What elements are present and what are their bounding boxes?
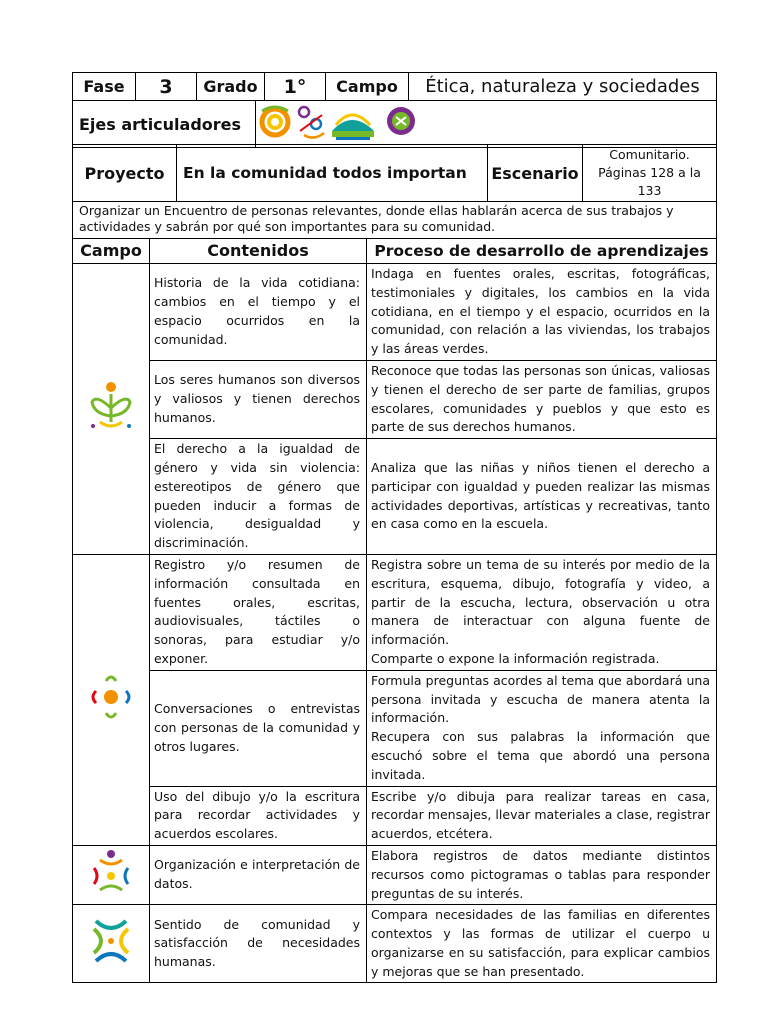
pensamiento-critico-icon — [299, 107, 324, 138]
fase-label: Fase — [73, 73, 136, 101]
proyecto-value: En la comunidad todos importan — [177, 145, 488, 202]
contenido-cell: Registro y/o resumen de información consultada en fuentes orales, escritas, audiovisuales, táctiles o sonoras, para estudiar y/o exponer. — [150, 554, 367, 670]
proceso-text: Registra sobre un tema de su interés por medio de la escritura, esquema, dibujo, fotografía y video, a partir de la escucha, lectura, observación u otra manera de interactuar con alguna fuente de información. — [371, 556, 710, 648]
col-header-campo: Campo — [73, 239, 150, 264]
proceso-cell: Indaga en fuentes orales, escritas, fotográficas, testimoniales y digitales, los cambios en la vida cotidiana, en el tiempo y el espacio, ocurridos en la comunidad, con relación a las viviendas, los trabajos y las áreas verdes. — [367, 264, 717, 361]
table-row — [73, 554, 717, 670]
proceso-cell — [367, 554, 717, 670]
campo-value: Ética, naturaleza y sociedades — [409, 73, 717, 101]
proceso-cell: Escribe y/o dibuja para realizar tareas en casa, recordar mensajes, llevar materiales a clase, registrar acuerdos, etcétera. — [367, 786, 717, 845]
ejes-icons-cell — [256, 101, 717, 148]
table-row — [73, 845, 717, 904]
grado-value: 1° — [265, 73, 326, 101]
header-row — [72, 72, 717, 101]
proceso-cell: Reconoce que todas las personas son únicas, valiosas y tienen el derecho de ser parte de familias, grupos escolares, comunidades y pueblos y que esto es parte de sus derechos humanos. — [367, 360, 717, 438]
vida-saludable-icon — [387, 107, 415, 135]
proceso-text-2: Comparte o expone la información registrada. — [371, 650, 660, 666]
proceso-cell — [367, 670, 717, 786]
saberes-pensamiento-cientifico-icon — [86, 846, 136, 898]
inclusion-icon — [262, 107, 288, 135]
col-header-proceso: Proceso de desarrollo de aprendizajes — [367, 239, 717, 264]
contents-table — [72, 238, 717, 983]
campo-cell-humano-comunitario — [73, 905, 150, 983]
contenido-cell: Los seres humanos son diversos y valiosos y tienen derechos humanos. — [150, 360, 367, 438]
col-header-contenidos: Contenidos — [150, 239, 367, 264]
table-row — [73, 905, 717, 983]
campo-cell-saberes — [73, 845, 150, 904]
table-row — [73, 360, 717, 438]
etica-naturaleza-sociedades-icon — [86, 378, 136, 434]
project-description: Organizar un Encuentro de personas relevantes, donde ellas hablarán acerca de sus trabajos y actividades y sabrán por qué son importantes para su comunidad. — [73, 202, 717, 239]
ejes-label: Ejes articuladores — [73, 101, 256, 148]
contenido-cell: Sentido de comunidad y satisfacción de necesidades humanas. — [150, 905, 367, 983]
escenario-value: Comunitario. Páginas 128 a la 133 — [583, 145, 717, 202]
table-header-row — [73, 239, 717, 264]
contenido-cell: Uso del dibujo y/o la escritura para recordar actividades y acuerdos escolares. — [150, 786, 367, 845]
contenido-cell: Historia de la vida cotidiana: cambios en el tiempo y el espacio ocurridos en la comunidad. — [150, 264, 367, 361]
escenario-label: Escenario — [488, 145, 583, 202]
table-row — [73, 439, 717, 555]
proyecto-label: Proyecto — [73, 145, 177, 202]
table-row — [73, 264, 717, 361]
interculturalidad-icon — [332, 115, 374, 140]
ejes-icons — [256, 101, 446, 143]
de-lo-humano-comunitario-icon — [86, 913, 136, 969]
proceso-text: Formula preguntas acordes al tema que abordará una persona invitada y escucha de manera atenta la información. — [371, 672, 710, 726]
campo-label: Campo — [326, 73, 409, 101]
proceso-cell: Compara necesidades de las familias en diferentes contextos y las formas de utilizar el cuerpo u organizarse en su satisfacción, para explicar cambios y mejoras que se han presentado. — [367, 905, 717, 983]
contenido-cell: Organización e interpretación de datos. — [150, 845, 367, 904]
description-row — [72, 201, 717, 239]
fase-value: 3 — [136, 73, 197, 101]
campo-cell-etica — [73, 264, 150, 555]
lenguajes-icon — [86, 669, 136, 725]
campo-cell-lenguajes — [73, 554, 150, 845]
contenido-cell: El derecho a la igualdad de género y vida sin violencia: estereotipos de género que pueden inducir a formas de violencia, desigualdad y discriminación. — [150, 439, 367, 555]
grado-label: Grado — [197, 73, 265, 101]
contenido-cell: Conversaciones o entrevistas con personas de la comunidad y otros lugares. — [150, 670, 367, 786]
proceso-text-2: Recupera con sus palabras la información que escuchó sobre el tema que abordó una persona invitada. — [371, 729, 710, 782]
proceso-cell: Elabora registros de datos mediante distintos recursos como pictogramas o tablas para responder preguntas de su interés. — [367, 845, 717, 904]
ejes-row — [72, 100, 717, 148]
table-row — [73, 786, 717, 845]
proceso-cell: Analiza que las niñas y niños tienen el derecho a participar con igualdad y pueden realizar las mismas actividades deportivas, artísticas y recreativas, tanto en casa como en la escuela. — [367, 439, 717, 555]
proyecto-row — [72, 144, 717, 202]
table-row — [73, 670, 717, 786]
